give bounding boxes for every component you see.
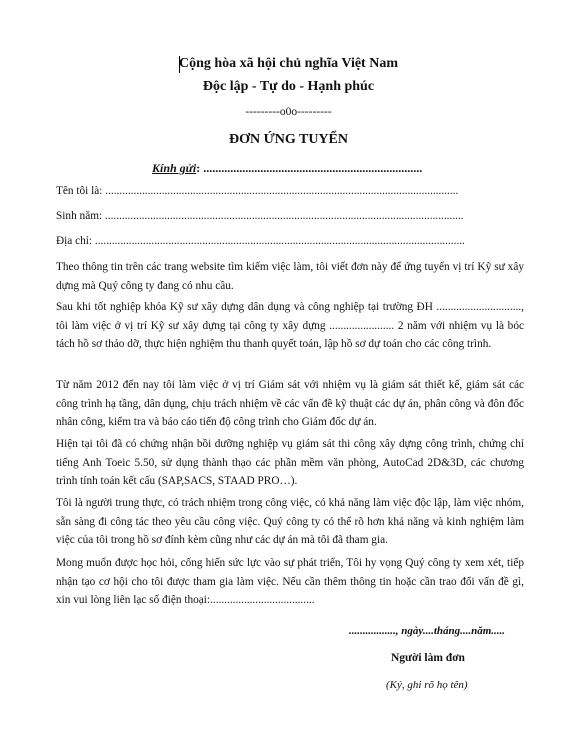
field-address: Địa chỉ: ................................................................................................................................... [56,235,465,247]
header-separator: ---------o0o--------- [245,106,332,118]
paragraph-intro: Theo thông tin trên các trang website tìm kiếm việc làm, tôi viết đơn này để ứng tuyển vị trí Kỹ sư xây dựng mà Quý công ty đang có nhu cầu. [56,261,524,292]
paragraph-certificates: Hiện tại tôi đã có chứng nhận bồi dưỡng nghiệp vụ giám sát thi công xây dựng công trình, chứng chỉ tiếng Anh Toeic 5.50, sử dụng thành thạo các phần mềm văn phòng, AutoCad 2D&3D, các chương trình tính toán kết cấu (SAP,SACS, STAAD PRO…). [56,438,524,488]
signer-label: Người làm đơn [391,652,465,664]
date-line: ................., ngày....tháng....năm..... [349,625,506,637]
motto: Độc lập - Tự do - Hạnh phúc [202,79,375,94]
field-name: Tên tôi là: ............................................................................................................................. [56,185,459,197]
paragraph-personality: Tôi là người trung thực, có trách nhiệm trong công việc, có khả năng làm việc độc lập, làm việc nhóm, sẵn sàng đi công tác theo yêu cầu công việc. Quý công ty có thể rõ hơn khả năng và kinh nghiệm làm việc của tôi trong hồ sơ đính kèm cũng như các dự án mà tôi đã tham gia. [56,497,524,547]
paragraph-experience: Từ năm 2012 đến nay tôi làm việc ở vị trí Giám sát với nhiệm vụ là giám sát thiết kế, giám sát các công trình hạ tầng, dân dụng, chịu trách nhiệm về các vấn đề kỹ thuật các dự án, phân công và đôn đốc nhân công, kiểm tra và báo cáo tiến độ công trình cho Giám đốc dự án. [56,379,524,429]
document-title: ĐƠN ỨNG TUYỂN [228,132,348,147]
addressee-value: : ......................................................................... [196,161,423,175]
addressee-label: Kính gửi [152,161,197,175]
national-title: Cộng hòa xã hội chủ nghĩa Việt Nam [179,56,398,71]
field-birth-year: Sinh năm: ............................................................................................................................... [56,210,464,222]
signature-note: (Ký, ghi rõ họ tên) [386,679,468,691]
addressee-line [152,161,422,176]
paragraph-closing: Mong muốn được học hỏi, cống hiến sức lực vào sự phát triển, Tôi hy vọng Quý công ty xem xét, tiếp nhận tạo cơ hội cho tôi được tham gia làm việc. Nếu cần thêm thông tin hoặc cần trao đổi vấn đề gì, xin vui lòng liên lạc số điện thoại:..................................... [56,557,524,607]
paragraph-education: Sau khi tốt nghiệp khóa Kỹ sư xây dựng dân dụng và công nghiệp tại trường ĐH .............................., tôi làm việc ở vị trí Kỹ sư xây dựng tại công ty xây dựng ....................... 2 năm với nhiệm vụ là bóc tách hồ sơ thảo dỡ, thực hiện nghiệm thu thanh quyết toán, lập hồ sơ dự toán cho các công trình. [56,301,524,351]
